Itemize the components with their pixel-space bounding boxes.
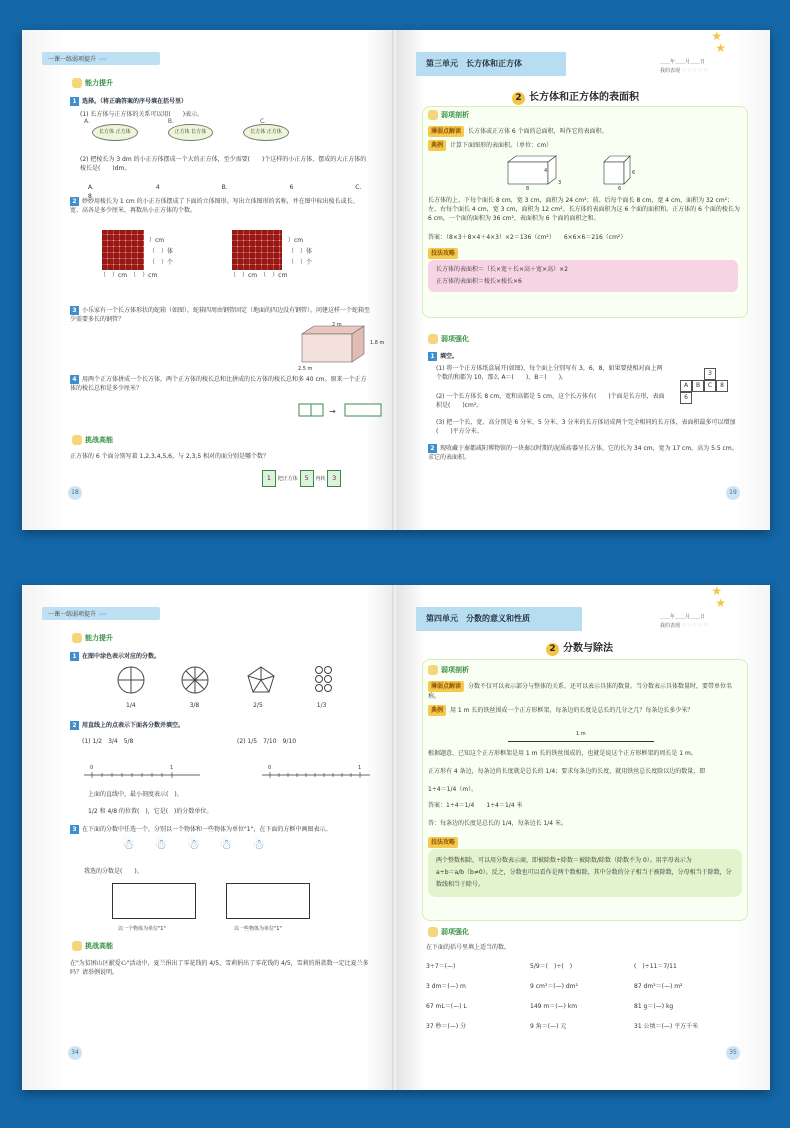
q-number: 4: [70, 375, 79, 384]
fill-grid: [426, 957, 698, 1037]
section-title: 能力提升: [85, 79, 113, 87]
q-number: 1: [70, 97, 79, 106]
dice-row: [262, 470, 392, 487]
section-ability: [72, 78, 113, 88]
section-title: 弱项剖析: [441, 666, 469, 674]
fill-2: (2) 一个长方体长 8 cm，宽和高都是 5 cm，这个长方体有( )个面是长方形，表面积是( )cm²。: [436, 393, 665, 409]
challenge-text: 正方体的 6 个面分别写着 1,2,3,4,5,6，与 2,3,5 相对的面分别是哪个数？: [70, 453, 270, 460]
example-row: [428, 140, 738, 151]
performance: [660, 613, 746, 631]
cage-figure: [292, 322, 372, 370]
penguin-icons: ☃☃☃☃☃: [122, 837, 285, 853]
section-title: 能力提升: [85, 634, 113, 642]
section-challenge: [72, 435, 113, 445]
section-ability: [72, 633, 113, 643]
star-icon: ★ ★: [711, 30, 726, 55]
q4-text: 用两个正方体拼成一个长方体，两个正方体的棱长总和比拼成的长方体的棱长总和多 40 cm。原来一个正方体的棱长总和是多少厘米？: [70, 376, 367, 392]
section-challenge: [72, 941, 113, 951]
number-lines: [82, 771, 372, 783]
star-icon: ★ ★: [711, 585, 726, 610]
tag: 典例: [428, 140, 446, 151]
example-text: 用 1 m 长的铁丝围成一个正方形框架，每条边的长度是总长的几分之几？每条边长多少米？: [450, 707, 694, 714]
page-18: [22, 30, 396, 530]
page-number: 34: [68, 1046, 82, 1060]
q-number: 3: [70, 825, 79, 834]
fill-row: [426, 957, 698, 977]
formula: 长方体的表面积＝（长×宽＋长×高＋宽×高）×2: [436, 266, 568, 273]
lesson-title: [512, 88, 639, 105]
section-title: 弱项强化: [441, 928, 469, 936]
section-weak: [428, 665, 469, 675]
net-cell: C: [704, 380, 716, 392]
fill-cell[interactable]: 81 g＝(—) kg: [634, 1003, 674, 1010]
fill-cell[interactable]: ( )÷11＝7/11: [634, 963, 677, 970]
example-row: [428, 705, 742, 716]
section-strengthen: [428, 927, 469, 937]
fill-title-text: 填空。: [440, 353, 459, 360]
method-tag: [428, 837, 462, 848]
fill-row: [426, 1017, 698, 1037]
page-number: 19: [726, 486, 740, 500]
label: ）cm: [288, 237, 304, 244]
dim-label: 6: [618, 186, 622, 192]
dim-label: 2 m: [332, 322, 342, 328]
lesson-title: [546, 639, 613, 656]
opt-letter: C.: [259, 118, 267, 125]
dim-label: 1.8 m: [370, 340, 385, 346]
answer-text-2: 答：每条边的长度是总长的 1/4，每条边长 1/4 米。: [428, 820, 568, 827]
heart-icon: ♡♡♡♡♡: [681, 68, 710, 74]
q1-fractions: [126, 701, 356, 710]
q2: [428, 444, 740, 462]
lesson-number: 2: [512, 92, 525, 105]
cube-block-1: [102, 230, 144, 270]
bag-icon: [428, 665, 438, 675]
q2-text: 妙妙用棱长为 1 cm 的小正方体摆成了下面的立体图形。写出立体图形的名称，并在图中标出棱长或长、宽、高各是多少厘米，再数出小正方体的个数。: [70, 198, 359, 214]
q2-labels-1: [149, 235, 173, 268]
unit-title: 第四单元 分数的意义和性质: [416, 607, 582, 631]
date-line: ＿＿年＿＿月＿＿日: [660, 614, 706, 620]
explain-row: [428, 681, 742, 701]
q1-1: (1) 长方体与正方体的关系可以用( )表示。: [80, 111, 204, 118]
q1-title: 选择。（将正确答案的序号填在括号里）: [82, 98, 188, 105]
q1-text: 在图中涂色表示对应的分数。: [82, 653, 161, 660]
opt-letter: B.: [167, 118, 174, 125]
spread-top: [22, 30, 770, 530]
fill-cell[interactable]: 3÷7＝(—): [426, 963, 456, 970]
q4: [70, 375, 370, 393]
explain-row: [428, 126, 738, 137]
opt[interactable]: A. 4: [88, 184, 160, 191]
lesson-title-text: 分数与除法: [563, 643, 613, 654]
answer-text: 答案：1÷4＝1/4 1÷4＝1/4 米: [428, 802, 523, 809]
fill-cell[interactable]: 37 秒＝(—) 分: [426, 1023, 467, 1030]
cube-net: [680, 368, 728, 404]
bag-icon: [72, 633, 82, 643]
dim-label: 2.5 m: [298, 366, 313, 372]
q2-line1: 上面的直线中，最小刻度表示( )。: [88, 791, 183, 798]
challenge-text: 在"为贫困山区献爱心"活动中，夏兰捐出了零花钱的 4/5，雪莉捐出了零花钱的 4/5，雪莉的捐款数一定比夏兰多吗？请举例说明。: [70, 960, 369, 976]
q2-line2: 1/2 和 4/8 的位置( )，它是( )的分数单位。: [88, 808, 213, 815]
label: （ ）cm （ ）cm: [230, 272, 288, 279]
die: 3: [327, 470, 341, 487]
page-19: [396, 30, 770, 530]
bag-icon: [428, 110, 438, 120]
segment-label: 1 m: [576, 731, 586, 737]
bag-icon: [428, 334, 438, 344]
net-cell: 8: [716, 380, 728, 392]
chevron-icon: ›››: [99, 56, 107, 63]
q1: [70, 652, 370, 661]
dim-label: 3: [558, 180, 562, 186]
option-b[interactable]: 正方体 长方体: [168, 124, 214, 141]
fill-cell[interactable]: 3 dm＝(—) m: [426, 983, 466, 990]
q1: [70, 97, 370, 106]
dim-label: 4: [544, 168, 548, 174]
label: ）cm: [149, 237, 165, 244]
axis-label: 0: [90, 765, 94, 771]
section-title: 挑战高能: [85, 942, 113, 950]
page-34: [22, 585, 396, 1090]
tag: 薄弱点解读: [428, 126, 464, 137]
fill-row: [426, 997, 698, 1017]
bag-icon: [72, 78, 82, 88]
q2-text: 用直线上的点表示下面各分数并填空。: [82, 722, 185, 729]
analysis-1: 根据题意，已知这个正方形框架是用 1 m 长的铁丝围成的，也就是说这个正方形框架的周长是 1 m。: [428, 750, 697, 757]
fill-cell[interactable]: 87 dm²＝(—) m²: [634, 983, 683, 990]
q3-choice: 我选的分数是( )。: [84, 868, 143, 875]
tag: 技法攻略: [428, 248, 458, 259]
fill-cell[interactable]: 9 角＝(—) 元: [530, 1023, 567, 1030]
page-35: [396, 585, 770, 1090]
section-weak: [428, 110, 469, 120]
header-text: 一课一练弱项提升: [48, 56, 97, 63]
axis-label: 1: [170, 765, 174, 771]
challenge-icon: [72, 435, 82, 445]
fraction: 1/4: [126, 702, 136, 709]
q-number: 3: [70, 306, 79, 315]
fill-cell[interactable]: 67 mL＝(—) L: [426, 1003, 467, 1010]
label: （ ）个: [288, 259, 313, 266]
calc-text: 1÷4＝1/4（m）。: [428, 786, 478, 793]
header-text: 一课一练弱项提升: [48, 611, 97, 618]
dim-label: 6: [632, 170, 636, 176]
section-title: 弱项剖析: [441, 111, 469, 119]
tag: 技法攻略: [428, 837, 458, 848]
q-number: 2: [70, 197, 79, 206]
bag-icon: [428, 927, 438, 937]
fill-title: [428, 352, 458, 361]
formula: 正方体的表面积＝棱长×棱长×6: [436, 278, 522, 285]
explain-text: 长方体或正方体 6 个面的总面积，叫作它的表面积。: [468, 128, 608, 135]
opt[interactable]: C. 8: [88, 184, 362, 200]
caption: 把正方体: [277, 476, 298, 482]
q3-text: 小乐家有一个长方体形状的蛇箱（如图），蛇箱四周由钢管固定（地面的四边没有钢管）。问建这样一个蛇箱至少需要多长的钢管？: [70, 307, 371, 323]
tag: 典例: [428, 705, 446, 716]
q1-opt-letters: [84, 117, 374, 126]
fill-cell[interactable]: 9 cm²＝(—) dm²: [530, 983, 578, 990]
page-number: 35: [726, 1046, 740, 1060]
page-header: [42, 52, 160, 65]
fill-3: (3) 把一个长、宽、高分别是 6 分米、5 分米、3 分米的长方体切成两个完全相同的长方体，表面积最多可以增加( )平方分米。: [436, 419, 736, 435]
fill-cell[interactable]: 5/9＝( )÷( ): [530, 963, 573, 970]
method-box: [428, 849, 742, 897]
segment-line: [508, 741, 654, 742]
q2-labels-2: [288, 235, 312, 268]
method-text: 两个整数相除，可以用分数表示商，即被除数÷除数＝被除数/除数（除数不为 0）。用字母表示为: [436, 857, 692, 864]
drawing-box-2[interactable]: [226, 883, 310, 919]
fraction: 1/3: [316, 702, 327, 709]
chevron-icon: ›››: [99, 611, 107, 618]
opt[interactable]: B. 6: [221, 184, 294, 191]
q2-set2: (2) 1/5 7/10 9/10: [237, 738, 297, 745]
method-tag: [428, 248, 462, 259]
q2: [70, 197, 370, 215]
q2: [70, 721, 370, 730]
lesson-number: 2: [546, 643, 559, 656]
q2-set1: (1) 1/2 3/4 5/8: [82, 738, 134, 745]
q-number: 2: [70, 721, 79, 730]
analysis-2: 正方形有 4 条边，每条边的长度就是总长的 1/4；要求每条边的长度，就用铁丝总长度除以边的数量，即: [428, 768, 706, 775]
explain-text: 分数不仅可以表示部分与整体的关系，还可以表示具体的数量。当分数表示具体数量时，要带单位名称。: [428, 683, 733, 700]
tag: 薄弱点解读: [428, 681, 464, 692]
section-title: 挑战高能: [85, 436, 113, 444]
fill-cell[interactable]: 31 公顷＝(—) 平方千米: [634, 1023, 699, 1030]
date-line: ＿＿年＿＿月＿＿日: [660, 59, 706, 65]
answer-text: 答案：（8×3＋8×4＋4×3）×2＝136（cm²） 6×6×6＝216（cm²）: [428, 234, 627, 241]
box-caption: 以一个物体为单位"1": [118, 926, 166, 932]
label: （ ）体: [149, 248, 174, 255]
axis-label: 1: [358, 765, 362, 771]
q-number: 1: [70, 652, 79, 661]
page-number: 18: [68, 486, 82, 500]
heart-icon: ♡♡♡♡♡: [681, 623, 710, 629]
fraction-shapes: [117, 665, 357, 699]
fill-1: (1) 将一个正方体纸盒展开(如图)，每个面上分别写有 3，6，8，如果要使相对面上两个数的和都为 10，那么 A＝( )，B＝( )。: [436, 365, 663, 381]
q2-text: 现收藏于秦都咸阳博物馆的一块秦汉时期的泥质砖器呈长方体，它的长为 34 cm，宽为 17 cm，高为 5.5 cm。求它的表面积。: [428, 445, 738, 461]
q1-2: (2) 把棱长为 3 dm 的小正方体摆成一个大的正方体，至少需要( )个这样的小正方体，摆成的大正方体的棱长是( )dm。: [80, 156, 367, 172]
fill-cell[interactable]: 149 m＝(—) km: [530, 1003, 578, 1010]
cube-block-2: [232, 230, 282, 270]
fill-row: [426, 977, 698, 997]
net-cell: A: [680, 380, 692, 392]
svg-text:→: →: [329, 407, 336, 416]
perf-label: 我的表现: [660, 623, 681, 629]
fraction: 2/5: [253, 702, 263, 709]
section-title: 弱项强化: [441, 335, 469, 343]
q-number: 2: [428, 444, 437, 453]
caption: 再转: [315, 476, 326, 482]
example-text: 计算下面图形的表面积。（单位：cm）: [450, 142, 553, 149]
q-number: 1: [428, 352, 437, 361]
q3: [70, 825, 380, 834]
axis-label: 0: [268, 765, 272, 771]
dim-label: 8: [526, 186, 530, 192]
fraction: 3/8: [189, 702, 200, 709]
cubes-figure: [297, 400, 387, 418]
opt-letter: A.: [84, 118, 90, 125]
drawing-box-1[interactable]: [112, 883, 196, 919]
method-text: a÷b＝a/b（b≠0）。反之，分数也可以看作是两个数相除，其中分数的分子相当于被除数，分母相当于除数，分数线相当于除号。: [436, 869, 732, 888]
formula-box: [428, 260, 738, 292]
section-strengthen: [428, 334, 469, 344]
fill-title: 在下面的括号里填上适当的数。: [426, 944, 511, 951]
perf-label: 我的表现: [660, 68, 681, 74]
label: （ ）cm （ ）cm: [100, 272, 158, 279]
label: （ ）个: [149, 259, 174, 266]
die: 1: [262, 470, 276, 487]
label: （ ）体: [288, 248, 313, 255]
net-cell: 3: [704, 368, 716, 380]
q1-options: [92, 124, 382, 141]
box-caption: 以一些物体为单位"1": [234, 926, 282, 932]
spread-bottom: [22, 585, 770, 1090]
net-cell: B: [692, 380, 704, 392]
net-cell: 6: [680, 392, 692, 404]
challenge-icon: [72, 941, 82, 951]
option-c[interactable]: 长方体 正方体: [243, 124, 289, 141]
die: 5: [300, 470, 314, 487]
performance: [660, 58, 746, 76]
analysis-text: 长方体的上、下每个面长 8 cm，宽 3 cm，面积为 24 cm²；前、后每个面长 8 cm，宽 4 cm，面积为 32 cm²；左、右每个面长 4 cm，宽 3 cm，面积为 12 cm²。长方体的表面积为这 6 个面的面积和。正方体的 6 个面的棱长为 6 cm，一个面的面积为 36 cm²，表面积为 6 个面的面积之和。: [428, 197, 740, 222]
q3-text: 在下面的分数中任选一个，分别以一个物体和一些物体为单位"1"，在下面的方框中画图表示。: [82, 826, 332, 833]
page-header: [42, 607, 160, 620]
lesson-title-text: 长方体和正方体的表面积: [529, 92, 639, 103]
option-a[interactable]: 长方体 正方体: [92, 124, 138, 141]
unit-title: 第三单元 长方体和正方体: [416, 52, 566, 76]
